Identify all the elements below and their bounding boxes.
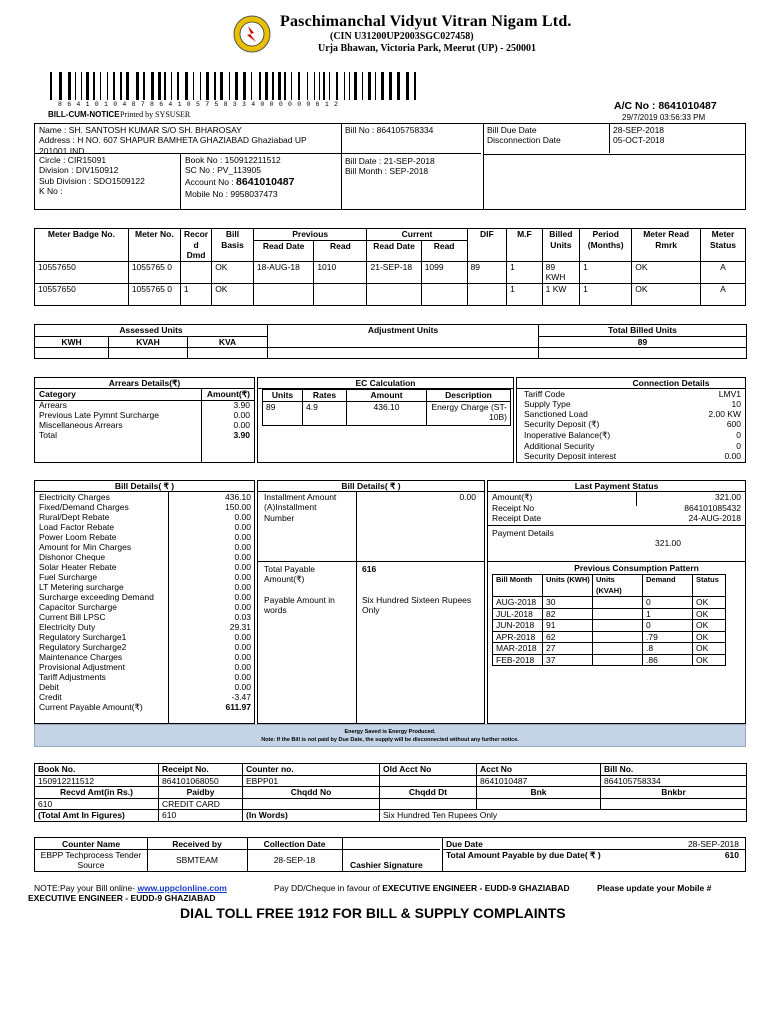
conn-row: Additional Security 0: [524, 441, 741, 451]
circle: Circle : CIR15091: [39, 155, 107, 165]
company-logo: [232, 14, 272, 54]
company-name: Paschimanchal Vidyut Vitran Nigam Ltd.: [280, 13, 572, 30]
bill-row: Dishonor Cheque 0.00: [39, 552, 251, 562]
notice-title: BILL-CUM-NOTICE: [48, 110, 120, 119]
arrears-total: Total 3.90: [39, 430, 250, 440]
account-number-header: A/C No : 8641010487: [614, 100, 717, 112]
payment-amount: 321.00: [655, 538, 681, 548]
total-amount-due: 610: [724, 850, 739, 860]
ec-calculation: EC Calculation Units Rates Amount Description 89 4.9 436.10 Energy Charge (ST-10B): [257, 377, 514, 463]
conn-row: Security Deposit interest 0.00: [524, 451, 741, 461]
payable-in-words: Six Hundred Sixteen Rupees: [362, 595, 472, 605]
conn-row: Inoperative Balance(₹) 0: [524, 430, 741, 440]
arrears-row: Previous Late Pymnt Surcharge 0.00: [39, 410, 250, 420]
consumption-row: MAR-2018 27 .8 OK: [493, 643, 726, 655]
bill-row: Fuel Surcharge 0.00: [39, 572, 251, 582]
meter-table: Meter Badge No. Meter No. Recor d Dmd Bill Basis Previous Current DIF M.F Billed Units Period (Months) Meter Read Rmrk Meter Status Read Date Read Read Date Read 10557650 1055765 0 OK 18-AUG-18 1010 21-SEP-18 1099 89 1 89 KWH 1 OK A 10557650 1055765 0 1 OK 1 1 KW 1 OK A: [34, 228, 746, 306]
sc-no: SC No : PV_113905: [185, 165, 261, 176]
bill-no: Bill No : 864105758334: [345, 125, 434, 135]
consumption-row: APR-2018 62 .79 OK: [493, 631, 726, 643]
footer-note: NOTE:Pay your Bill online- www.uppclonline.com: [34, 883, 227, 893]
consumption-row: JUN-2018 91 0 OK: [493, 620, 726, 632]
receipt-table: Book No. Receipt No. Counter no. Old Acct No Acct No Bill No. 150912211512 864101068050 EBPP01 8641010487 864105758334 Recvd Amt(in Rs.) Paidby Chqdd No Chqdd Dt Bnk Bnkbr 610 CREDIT CARD (Total Amt In Figures) 610 (In Words) Six Hundred Ten Rupees Only: [34, 763, 747, 822]
arrears-row: Miscellaneous Arrears 0.00: [39, 420, 250, 430]
arrears-details: Arrears Details(₹) Category Amount(₹) Arrears 3.90 Previous Late Pymnt Surcharge 0.00 Miscellaneous Arrears 0.00 Total 3.90: [34, 377, 255, 463]
bill-row: Electricity Charges 436.10: [39, 492, 251, 502]
barcode: [48, 72, 420, 100]
bill-row: Current Bill LPSC 0.03: [39, 612, 251, 622]
bill-row: Solar Heater Rebate 0.00: [39, 562, 251, 572]
arrears-row: Arrears 3.90: [39, 400, 250, 410]
toll-free-banner: DIAL TOLL FREE 1912 FOR BILL & SUPPLY COMPLAINTS: [180, 905, 566, 921]
website-link[interactable]: www.uppclonline.com: [137, 883, 227, 893]
installment-amount: 0.00: [459, 492, 476, 502]
bill-details-installment: Bill Details( ₹ ) Installment Amount (A)Installment Number 0.00 Total Payable Amount(₹) 616 Payable Amount in words Six Hundred Sixteen Rupees Only: [257, 480, 485, 724]
disconnection-date: 05-OCT-2018: [613, 135, 665, 146]
conn-row: Sanctioned Load 2.00 KW: [524, 409, 741, 419]
bill-row: Electricity Duty 29.31: [39, 622, 251, 632]
executive-engineer: EXECUTIVE ENGINEER - EUDD-9 GHAZIABAD: [28, 893, 216, 903]
bill-row: Tariff Adjustments 0.00: [39, 672, 251, 682]
bill-row: Fixed/Demand Charges 150.00: [39, 502, 251, 512]
bill-row: Surcharge exceeding Demand 0.00: [39, 592, 251, 602]
bill-row: Regulatory Surcharge1 0.00: [39, 632, 251, 642]
bill-date: Bill Date : 21-SEP-2018: [345, 156, 435, 166]
bill-row: Current Payable Amount(₹) 611.97: [39, 702, 251, 712]
mobile-no: Mobile No : 9958037473: [185, 188, 278, 199]
disconnection-label: Disconnection Date: [487, 135, 561, 146]
conn-row: Supply Type 10: [524, 399, 741, 409]
assessed-units-table: Assessed Units Adjustment Units Total Billed Units KWH KVAH KVA 89: [34, 324, 747, 359]
total-payable: 616: [362, 564, 377, 574]
last-payment-status: Last Payment Status Amount(₹) 321.00 Receipt No 864101085432 Receipt Date 24-AUG-2018 Payment Details 321.00 Previous Consumption Pattern Bill Month Units (KWH) Units (KVAH) Demand Status AUG-2018 30 0 OK JUL-2018 82 1 OK JUN-2018 91 0 OK APR-2018 62 .79 OK MAR-2018 27 .8 OK FEB-2018 37 .86 OK: [487, 480, 746, 724]
bill-details: Bill Details( ₹ ) Electricity Charges 436.10 Fixed/Demand Charges 150.00 Rural/Dept Rebate 0.00 Load Factor Rebate 0.00 Power Loom Rebate 0.00 Amount for Min Charges 0.00 Dishonor Cheque 0.00 Solar Heater Rebate 0.00 Fuel Surcharge 0.00 LT Metering surcharge 0.00 Surcharge exceeding Demand 0.00 Capacitor Surcharge 0.00 Current Bill LPSC 0.03 Electricity Duty 29.31 Regulatory Surcharge1 0.00 Regulatory Surcharge2 0.00 Maintenance Charges 0.00 Provisional Adjustment 0.00 Tariff Adjustments 0.00 Debit 0.00 Credit -3.47 Current Payable Amount(₹) 611.97: [34, 480, 255, 724]
due-date: 28-SEP-2018: [613, 125, 665, 135]
previous-consumption-table: Bill Month Units (KWH) Units (KVAH) Demand Status AUG-2018 30 0 OK JUL-2018 82 1 OK JUN-2018 91 0 OK APR-2018 62 .79 OK MAR-2018 27 .8 OK FEB-2018 37 .86 OK: [492, 574, 726, 666]
consumer-name: Name : SH. SANTOSH KUMAR S/O SH. BHAROSAY: [39, 125, 242, 135]
consumption-row: JUL-2018 82 1 OK: [493, 608, 726, 620]
book-no: Book No : 150912211512: [185, 155, 281, 165]
counter-details: Counter Name Received by Collection Date EBPP Techprocess Tender Source SBMTEAM 28-SEP-18 Cashier Signature Due Date 28-SEP-2018 Total Amount Payable by due Date( ₹ ) 610: [34, 837, 746, 872]
division: Division : DIV150912: [39, 165, 119, 176]
bill-row: Amount for Min Charges 0.00: [39, 542, 251, 552]
bill-row: Maintenance Charges 0.00: [39, 652, 251, 662]
bill-row: Credit -3.47: [39, 692, 251, 702]
conn-row: Security Deposit (₹) 600: [524, 419, 741, 429]
meter-row: 10557650 1055765 0 1 OK 1 1 KW 1 OK A: [35, 283, 746, 305]
company-cin: (CIN U31200UP2003SGC027458): [330, 31, 474, 42]
bill-row: Regulatory Surcharge2 0.00: [39, 642, 251, 652]
dd-favour: Pay DD/Cheque in favour of EXECUTIVE ENGINEER - EUDD-9 GHAZIABAD: [274, 883, 570, 893]
ec-row: 89 4.9 436.10 Energy Charge (ST-10B): [263, 401, 511, 425]
cashier-signature: Cashier Signature: [350, 860, 423, 870]
k-no: K No :: [39, 185, 63, 196]
bill-row: LT Metering surcharge 0.00: [39, 582, 251, 592]
notice-band: Energy Saved is Energy Produced. Note: If the Bill is not paid by Due Date, the supply will be disconnected without any further notice.: [34, 724, 746, 747]
bill-month: Bill Month : SEP-2018: [345, 166, 429, 177]
meter-row: 10557650 1055765 0 OK 18-AUG-18 1010 21-SEP-18 1099 89 1 89 KWH 1 OK A: [35, 261, 746, 283]
consumption-row: AUG-2018 30 0 OK: [493, 597, 726, 609]
consumption-row: FEB-2018 37 .86 OK: [493, 654, 726, 666]
company-address: Urja Bhawan, Victoria Park, Meerut (UP) - 250001: [318, 43, 537, 54]
bill-row: Debit 0.00: [39, 682, 251, 692]
printed-by: Printed by SYSUSER: [120, 110, 191, 119]
consumer-details: Name : SH. SANTOSH KUMAR S/O SH. BHAROSAY Address : H NO. 607 SHAPUR BAMHETA GHAZIABAD Ghaziabad UP 201001 IND Circle : CIR15091 Division : DIV150912 Sub Division : SDO1509122 K No : Book No : 150912211512 SC No : PV_113905 Account No : 8641010487 Mobile No : 9958037473 Bill No : 864105758334 Bill Date : 21-SEP-2018 Bill Month : SEP-2018 Bill Due Date Disconnection Date 28-SEP-2018 05-OCT-2018: [34, 123, 746, 210]
conn-row: Tariff Code LMV1: [524, 389, 741, 399]
bill-row: Rural/Dept Rebate 0.00: [39, 512, 251, 522]
bill-row: Load Factor Rebate 0.00: [39, 522, 251, 532]
bill-row: Provisional Adjustment 0.00: [39, 662, 251, 672]
bill-row: Capacitor Surcharge 0.00: [39, 602, 251, 612]
mobile-update: Please update your Mobile #: [597, 883, 712, 893]
due-date-label: Bill Due Date: [487, 125, 537, 135]
bill-row: Power Loom Rebate 0.00: [39, 532, 251, 542]
barcode-digits: 8641010487864105758334000000612: [58, 101, 344, 108]
print-timestamp: 29/7/2019 03:56:33 PM: [622, 113, 706, 122]
consumer-address: Address : H NO. 607 SHAPUR BAMHETA GHAZIABAD Ghaziabad UP: [39, 135, 307, 146]
connection-details: Connection Details Tariff Code LMV1 Supply Type 10 Sanctioned Load 2.00 KW Security Deposit (₹) 600 Inoperative Balance(₹) 0 Additional Security 0 Security Deposit interest 0.00: [516, 377, 746, 463]
account-no: Account No : 8641010487: [185, 175, 295, 188]
sub-division: Sub Division : SDO1509122: [39, 175, 145, 186]
